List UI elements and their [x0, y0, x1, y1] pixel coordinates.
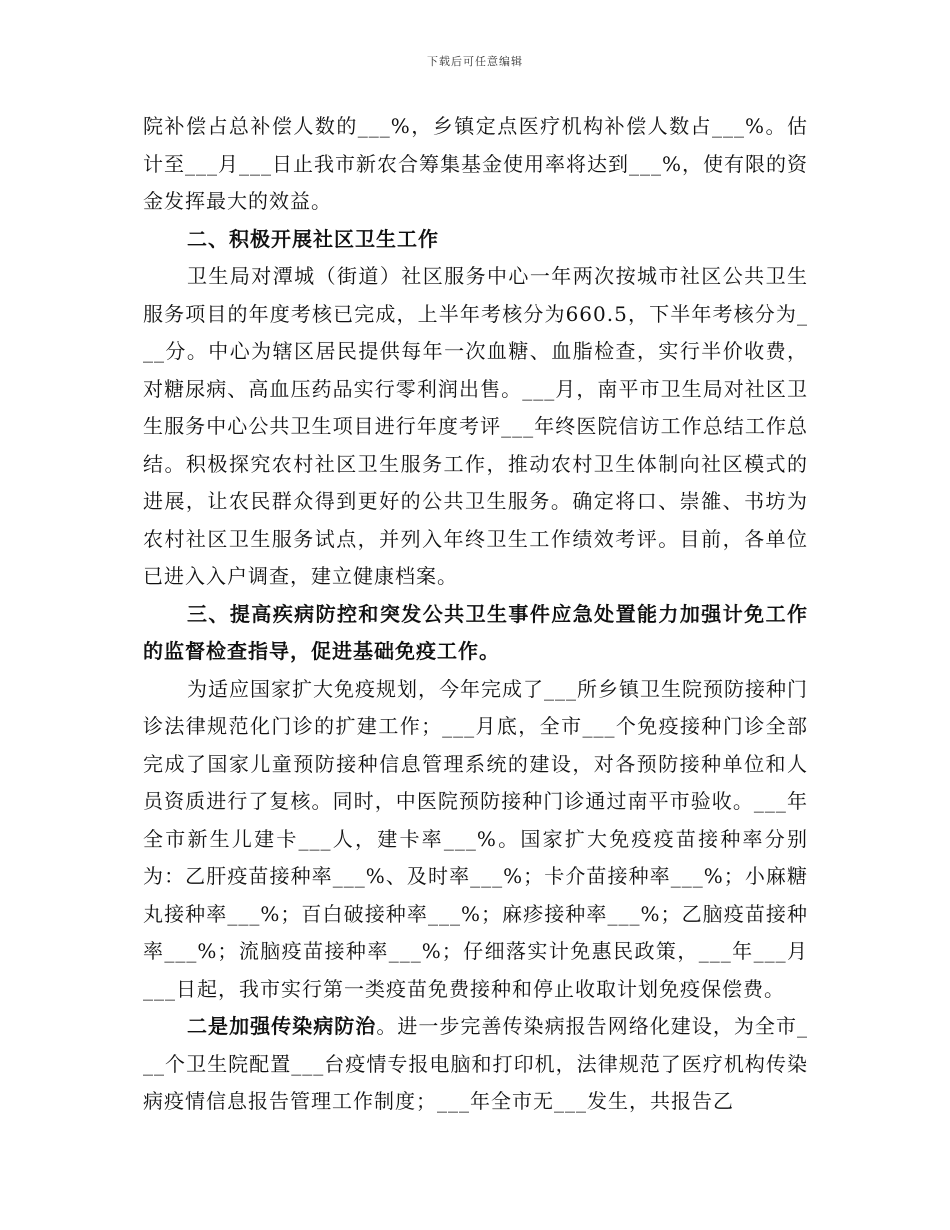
page-header-watermark: 下载后可任意编辑 [427, 55, 523, 68]
section-heading-disease-control: 三、提高疾病防控和突发公共卫生事件应急处置能力加强计免工作的监督检查指导，促进基础免疫工作。 [143, 601, 808, 663]
paragraph-immunization: 为适应国家扩大免疫规划，今年完成了___所乡镇卫生院预防接种门诊法律规范化门诊的扩建工作；___月底，全市___个免疫接种门诊全部完成了国家儿童预防接种信息管理系统的建设，对各预防接种单位和人员资质进行了复核。同时，中医院预防接种门诊通过南平市验收。___年全市新生儿建卡___人，建卡率___%。国家扩大免疫疫苗接种率分别为：乙肝疫苗接种率___%、及时率___%；卡介苗接种率___%；小麻糖丸接种率___%；百白破接种率___%；麻疹接种率___%；乙脑疫苗接种率___%；流脑疫苗接种率___%；仔细落实计免惠民政策，___年___月___日起，我市实行第一类疫苗免费接种和停止收取计划免疫保偿费。 [143, 676, 808, 1001]
document-body [143, 108, 808, 1121]
paragraph-body-text: 。进一步完善传染病报告网络化建设，为全市___个卫生院配置___台疫情专报电脑和打印机，法律规范了医疗机构传染病疫情信息报告管理工作制度；___年全市无___发生，共报告乙 [143, 1014, 809, 1113]
paragraph-community-health: 卫生局对潭城（街道）社区服务中心一年两次按城市社区公共卫生服务项目的年度考核已完成，上半年考核分为660.5，下半年考核分为___分。中心为辖区居民提供每年一次血糖、血脂检查，实行半价收费，对糖尿病、高血压药品实行零利润出售。___月，南平市卫生局对社区卫生服务中心公共卫生项目进行年度考评___年终医院信访工作总结工作总结。积极探究农村社区卫生服务工作，推动农村卫生体制向社区模式的进展，让农民群众得到更好的公共卫生服务。确定将口、崇雒、书坊为农村社区卫生服务试点，并列入年终卫生工作绩效考评。目前，各单位已进入入户调查，建立健康档案。 [143, 264, 808, 588]
paragraph-lead-bold: 二是加强传染病防治 [187, 1014, 377, 1038]
paragraph-infectious-disease [143, 1008, 808, 1121]
paragraph-continuation: 院补偿占总补偿人数的___%，乡镇定点医疗机构补偿人数占___%。估计至___月___日止我市新农合筹集基金使用率将达到___%，使有限的资金发挥最大的效益。 [143, 114, 809, 213]
section-heading-community-health: 二、积极开展社区卫生工作 [187, 226, 439, 251]
